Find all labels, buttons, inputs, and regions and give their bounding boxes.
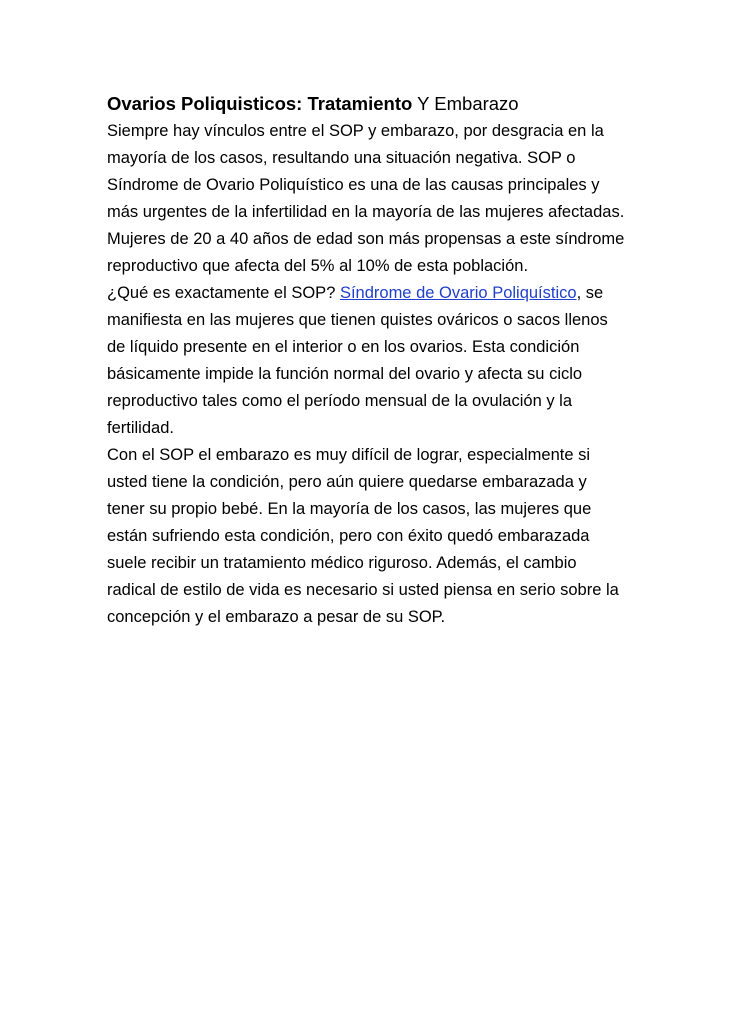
paragraph-definition <box>107 280 627 442</box>
sop-link[interactable]: Síndrome de Ovario Poliquístico <box>339 284 577 302</box>
paragraph-definition-lead: ¿Qué es exactamente el SOP? <box>107 284 340 302</box>
paragraph-definition-rest: , se manifiesta en las mujeres que tienen quistes ováricos o sacos llenos de líquido presente en el interior o en los ovarios. Esta condición básicamente impide la función normal del ovario y afecta su ciclo reproductivo tales como el período mensual de la ovulación y la fertilidad. <box>107 284 608 437</box>
title-regular-part: Y Embarazo <box>412 93 519 114</box>
paragraph-pregnancy: Con el SOP el embarazo es muy difícil de lograr, especialmente si usted tiene la condición, pero aún quiere quedarse embarazada y tener su propio bebé. En la mayoría de los casos, las mujeres que están sufriendo esta condición, pero con éxito quedó embarazada suele recibir un tratamiento médico riguroso. Además, el cambio radical de estilo de vida es necesario si usted piensa en serio sobre la concepción y el embarazo a pesar de su SOP. <box>107 446 619 626</box>
page-title <box>107 90 627 118</box>
document-body <box>107 90 627 631</box>
paragraph-intro: Siempre hay vínculos entre el SOP y embarazo, por desgracia en la mayoría de los casos, resultando una situación negativa. SOP o Síndrome de Ovario Poliquístico es una de las causas principales y más urgentes de la infertilidad en la mayoría de las mujeres afectadas. Mujeres de 20 a 40 años de edad son más propensas a este síndrome reproductivo que afecta del 5% al 10% de esta población. <box>107 122 625 275</box>
title-bold-part: Ovarios Poliquisticos: Tratamiento <box>107 93 413 114</box>
